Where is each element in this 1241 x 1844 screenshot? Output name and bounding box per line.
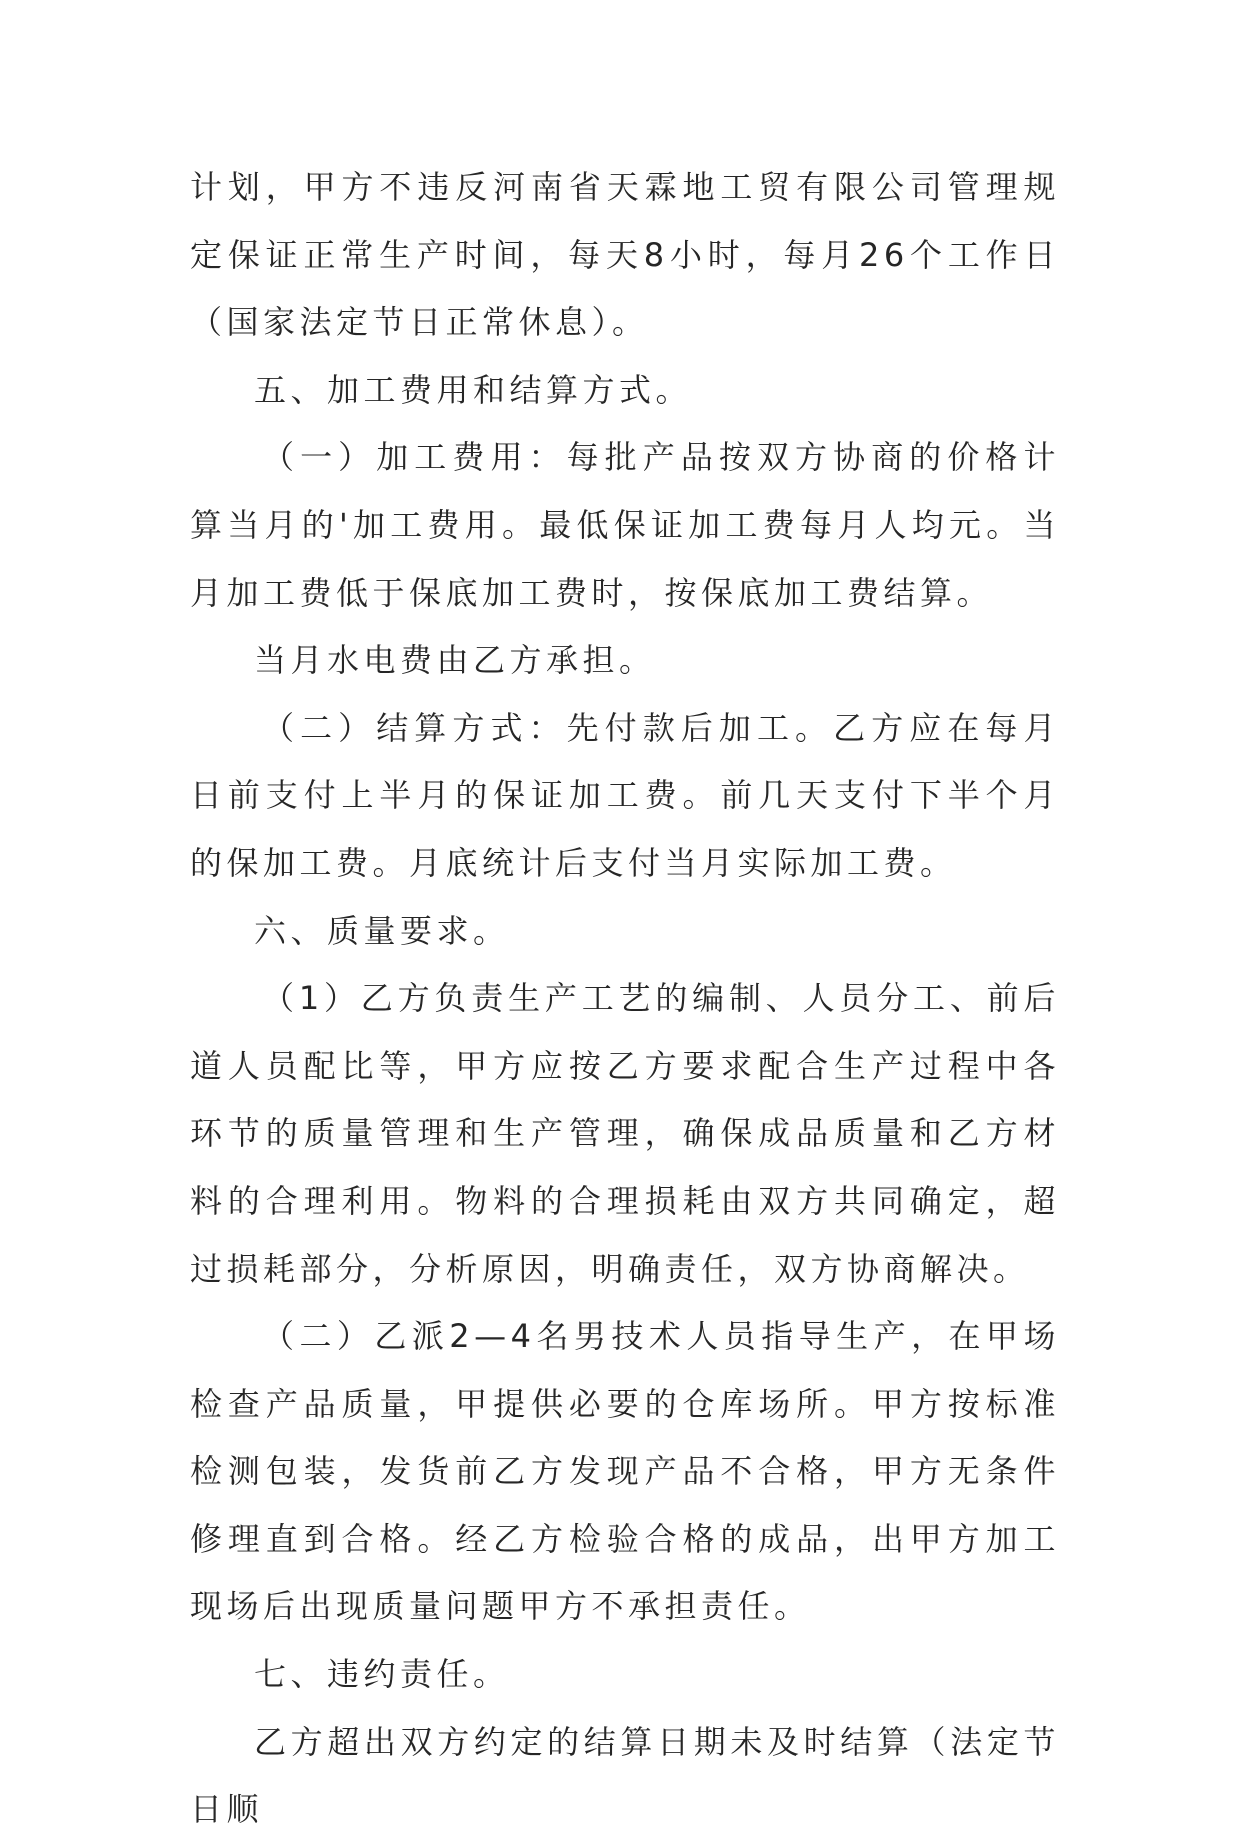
paragraph-settlement-method: （二）结算方式：先付款后加工。乙方应在每月日前支付上半月的保证加工费。前几天支付下半个月的保加工费。月底统计后支付当月实际加工费。: [190, 708, 1060, 882]
heading-processing-fees: 五、加工费用和结算方式。: [254, 370, 693, 409]
heading-breach-liability: 七、违约责任。: [254, 1655, 510, 1694]
paragraph-quality-2: （二）乙派2—4名男技术人员指导生产，在甲场检查产品质量，甲提供必要的仓库场所。甲方按标准检测包装，发货前乙方发现产品不合格，甲方无条件修理直到合格。经乙方检验合格的成品，出甲方加工现场后出现质量问题甲方不承担责任。: [190, 1317, 1060, 1626]
paragraph-work-schedule: 计划，甲方不违反河南省天霖地工贸有限公司管理规定保证正常生产时间，每天8小时，每月26个工作日（国家法定节日正常休息）。: [190, 168, 1060, 342]
document-body: [190, 154, 1060, 1844]
paragraph-utilities: 当月水电费由乙方承担。: [254, 641, 656, 680]
paragraph-quality-1: （1）乙方负责生产工艺的编制、人员分工、前后道人员配比等，甲方应按乙方要求配合生产过程中各环节的质量管理和生产管理，确保成品质量和乙方材料的合理利用。物料的合理损耗由双方共同确定，超过损耗部分，分析原因，明确责任，双方协商解决。: [190, 979, 1060, 1288]
paragraph-processing-fee: （一）加工费用：每批产品按双方协商的价格计算当月的'加工费用。最低保证加工费每月人均元。当月加工费低于保底加工费时，按保底加工费结算。: [190, 438, 1060, 612]
heading-quality-requirements: 六、质量要求。: [254, 911, 510, 950]
paragraph-breach-1: 乙方超出双方约定的结算日期未及时结算（法定节日顺: [190, 1722, 1060, 1829]
